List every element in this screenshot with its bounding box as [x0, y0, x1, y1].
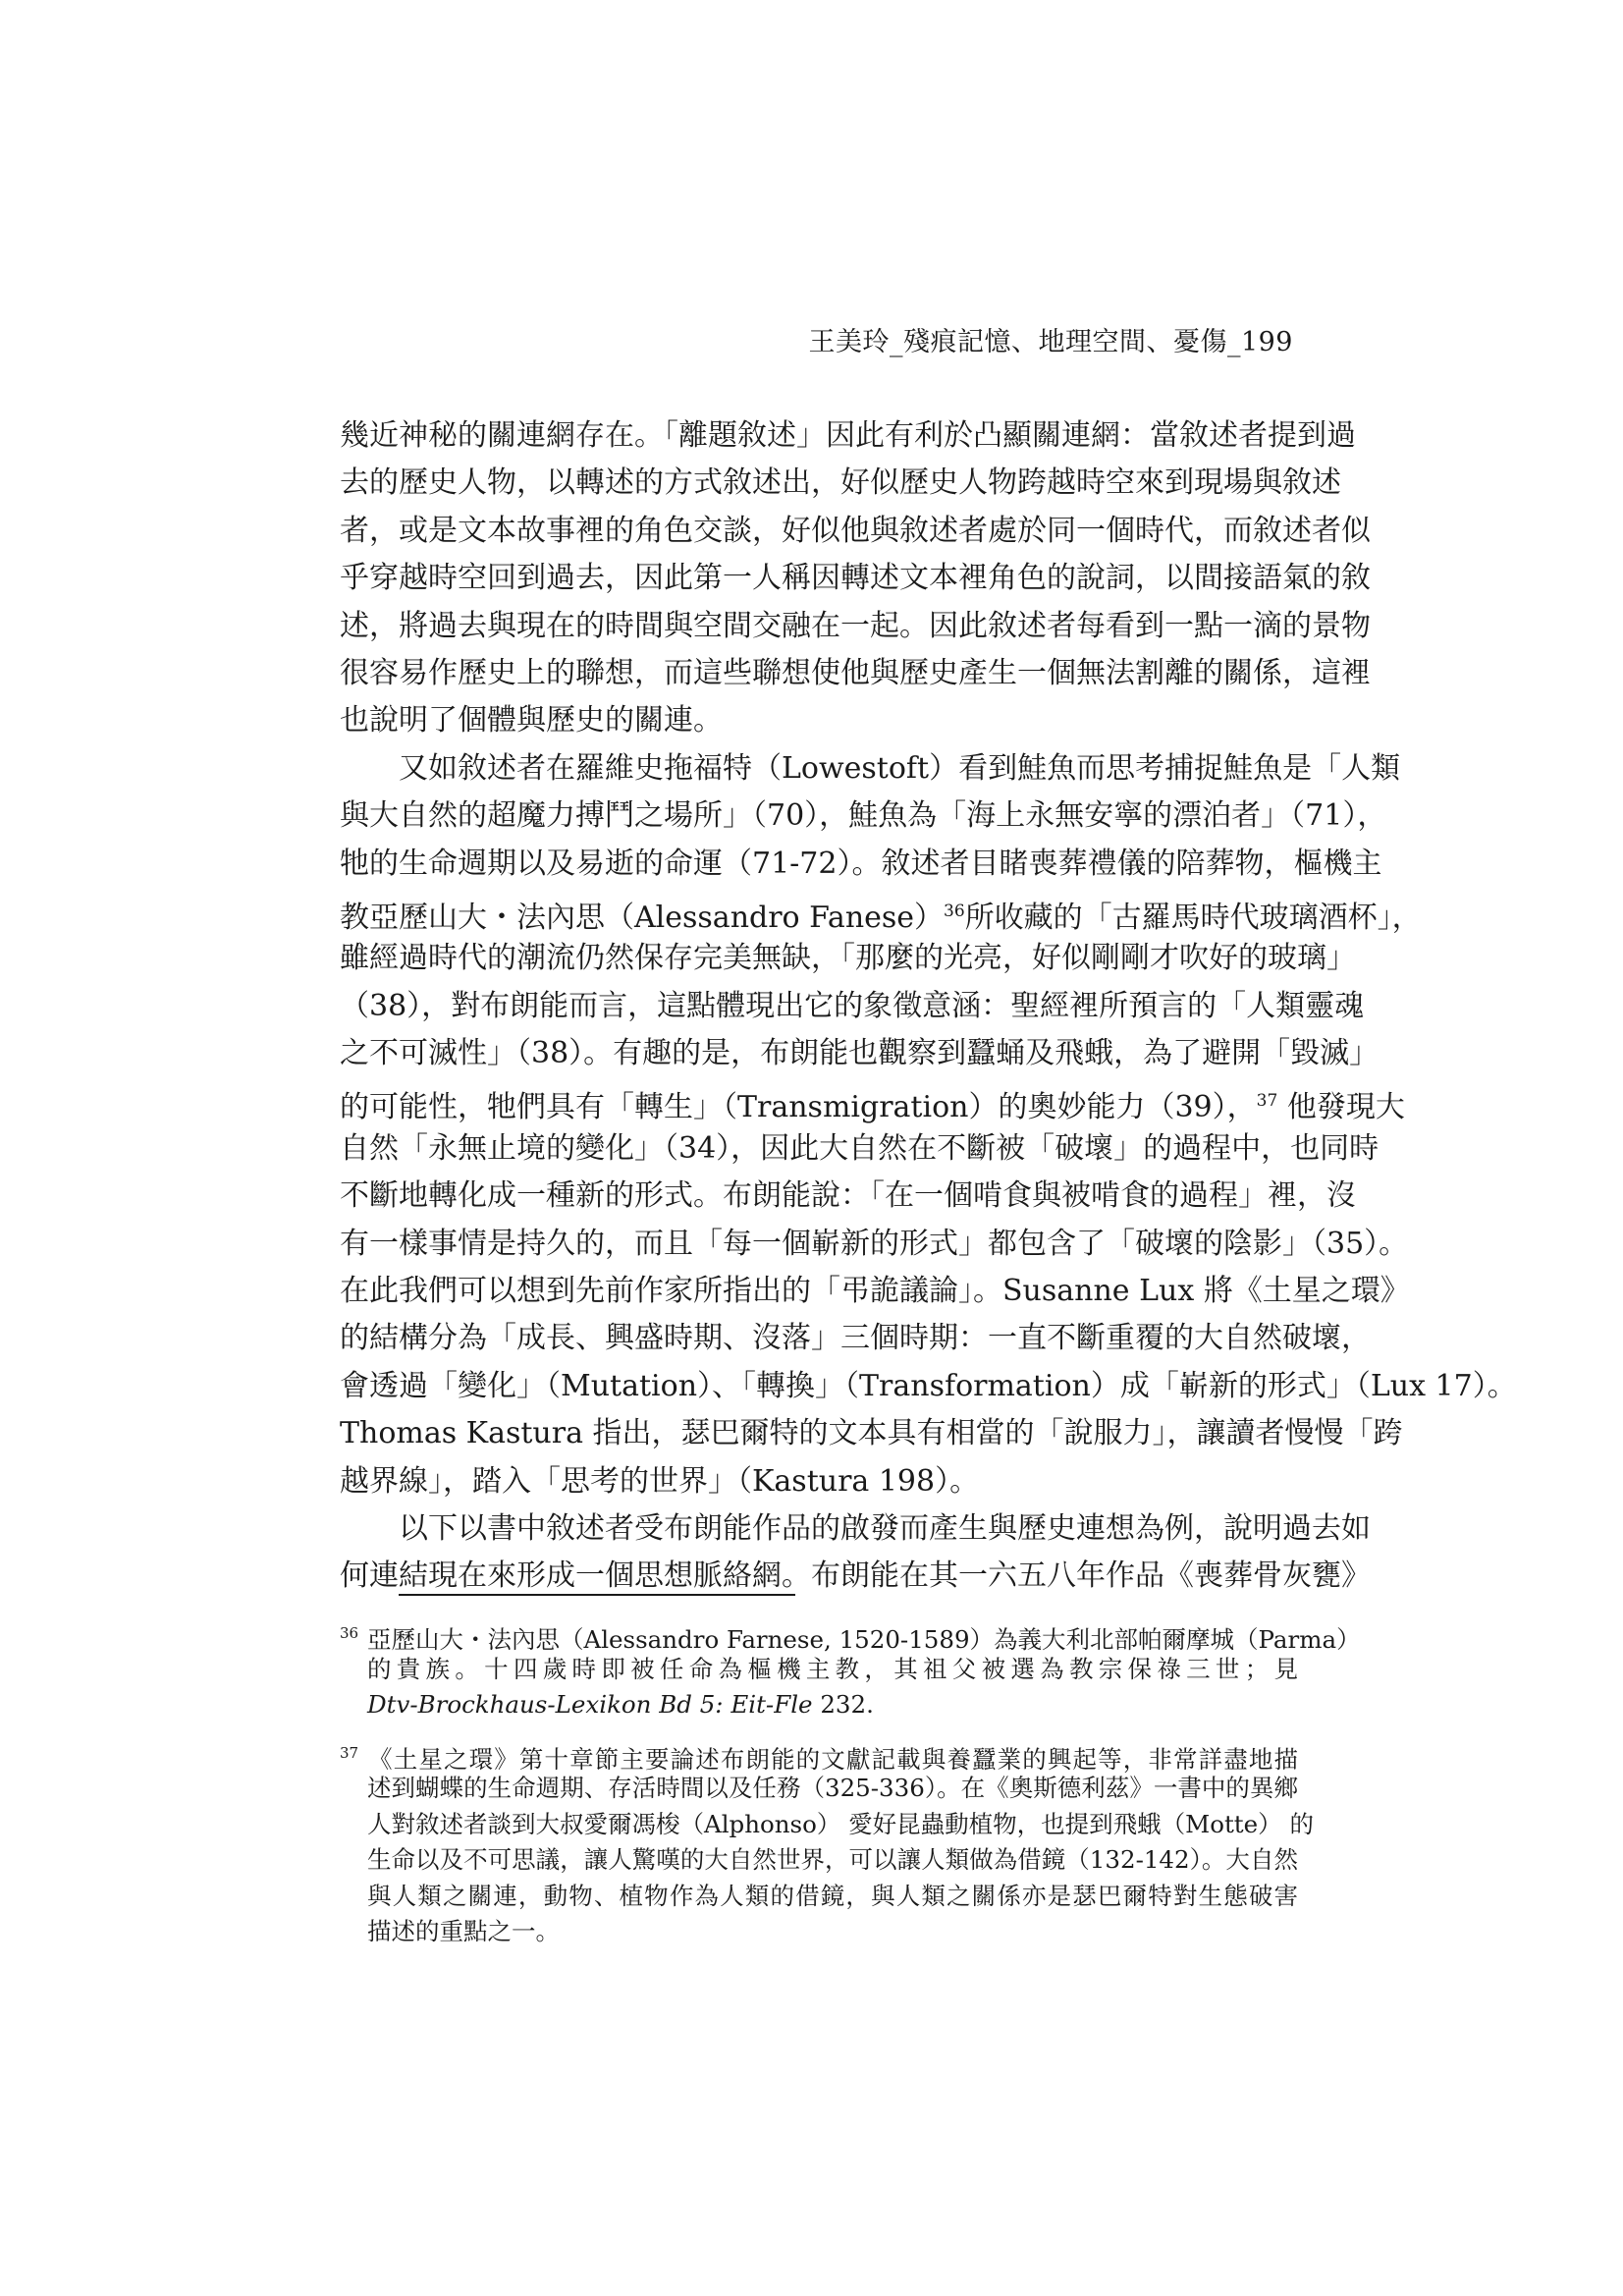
line-segment: 的可能性，牠們具有「轉生」（Transmigration）的奧妙能力（39），: [340, 1090, 1257, 1125]
body-text: [340, 412, 1517, 1601]
paragraph-line: 與大自然的超魔力搏鬥之場所」（70），鮭魚為「海上永無安寧的漂泊者」（71），: [340, 798, 1387, 834]
running-header: 王美玲_殘痕記憶、地理空間、憂傷_199: [808, 327, 1293, 357]
footnote-number: 37: [340, 1743, 359, 1762]
paragraph-line: 也說明了個體與歷史的關連。: [340, 703, 723, 738]
paragraph-line: 又如敘述者在羅維史拖福特（Lowestoft）看到鮭魚而思考捕捉鮭魚是「人類: [399, 750, 1401, 786]
line-segment: 教亞歷山大・法內思（Alessandro Fanese）: [340, 900, 945, 935]
line-segment: 所收藏的「古羅馬時代玻璃酒杯」，: [964, 900, 1422, 935]
footnote-number: 36: [340, 1624, 359, 1642]
citation-title: Dtv-Brockhaus-Lexikon Bd 5: Eit-Fle: [367, 1690, 813, 1719]
paragraph-line: Thomas Kastura 指出，瑟巴爾特的文本具有相當的「說服力」，讓讀者慢慢「跨: [340, 1416, 1403, 1451]
paragraph-line: 在此我們可以想到先前作家所指出的「弔詭議論」。Susanne Lux 將《土星之環》: [340, 1274, 1410, 1309]
paragraph-line: 自然「永無止境的變化」（34），因此大自然在不斷被「破壞」的過程中，也同時: [340, 1130, 1380, 1166]
footnote-text: 亞歷山大・法內思（Alessandro Farnese, 1520-1589）為義大利北部帕爾摩城（Parma）: [367, 1625, 1361, 1654]
citation-page: 232.: [812, 1690, 874, 1719]
footnote-line: [340, 1687, 1298, 1723]
paragraph-line: 之不可滅性」（38）。有趣的是，布朗能也觀察到蠶蛹及飛蛾，為了避開「毀滅」: [340, 1036, 1380, 1071]
paragraph-line: 雖經過時代的潮流仍然保存完美無缺，「那麼的光亮，好似剛剛才吹好的玻璃」: [340, 941, 1356, 976]
paragraph-line: 的結構分為「成長、興盛時期、沒落」三個時期：一直不斷重覆的大自然破壞，: [340, 1321, 1371, 1356]
paragraph-line: 牠的生命週期以及易逝的命運（71-72）。敘述者目睹喪葬禮儀的陪葬物，樞機主: [340, 846, 1382, 881]
paragraph-line: [340, 888, 1422, 935]
paragraph-line: 以下以書中敘述者受布朗能作品的啟發而產生與歷史連想為例，說明過去如: [399, 1510, 1371, 1546]
footnote-text: 《土星之環》第十章節主要論述布朗能的文獻記載與養蠶業的興起等，非常詳盡地描: [367, 1744, 1298, 1774]
footnote-divider: [399, 1594, 795, 1596]
footnote-line: 與人類之關連，動物、植物作為人類的借鏡，與人類之關係亦是瑟巴爾特對生態破害: [367, 1881, 1298, 1910]
paragraph-line: [340, 1077, 1405, 1125]
line-segment: 他發現大: [1286, 1090, 1405, 1125]
paragraph-line: 不斷地轉化成一種新的形式。布朗能說：「在一個啃食與被啃食的過程」裡，沒: [340, 1178, 1356, 1214]
paragraph-line: 去的歷史人物，以轉述的方式敘述出，好似歷史人物跨越時空來到現場與敘述: [340, 465, 1341, 501]
paragraph-line: 會透過「變化」（Mutation）、「轉換」（Transformation）成「嶄新的形式」（Lux 17）。: [340, 1368, 1517, 1403]
footnote-line: 人對敘述者談到大叔愛爾馮梭（Alphonso） 愛好昆蟲動植物，也提到飛蛾（Motte） 的: [367, 1809, 1314, 1838]
paragraph-line: 述，將過去與現在的時間與空間交融在一起。因此敘述者每看到一點一滴的景物: [340, 608, 1371, 643]
footnote-ref-37[interactable]: 37: [1256, 1091, 1278, 1112]
paragraph-line: 何連結現在來形成一個思想脈絡網。布朗能在其一六五八年作品《喪葬骨灰甕》: [340, 1558, 1371, 1594]
paragraph-line: 有一樣事情是持久的，而且「每一個嶄新的形式」都包含了「破壞的陰影」（35）。: [340, 1226, 1409, 1261]
footnote-line: 述到蝴蝶的生命週期、存活時間以及任務（325-336）。在《奧斯德利茲》一書中的異鄉: [367, 1774, 1298, 1802]
footnote-ref-36[interactable]: 36: [944, 901, 965, 921]
paragraph-line: 乎穿越時空回到過去，因此第一人稱因轉述文本裡角色的說詞，以間接語氣的敘: [340, 561, 1371, 596]
paragraph-line: 越界線」，踏入「思考的世界」（Kastura 198）。: [340, 1463, 980, 1499]
paragraph-line: 者，或是文本故事裡的角色交談，好似他與敘述者處於同一個時代，而敘述者似: [340, 513, 1371, 548]
paragraph-line: （38），對布朗能而言，這點體現出它的象徵意涵：聖經裡所預言的「人類靈魂: [340, 988, 1365, 1023]
footnote-line: 描述的重點之一。: [367, 1917, 560, 1945]
footnote-line: 生命以及不可思議，讓人驚嘆的大自然世界，可以讓人類做為借鏡（132-142）。大自然: [367, 1845, 1298, 1874]
footnotes: [340, 1615, 1361, 1950]
paragraph-line: 幾近神秘的關連網存在。「離題敘述」因此有利於凸顯關連網：當敘述者提到過: [340, 418, 1356, 453]
footnote-line: 的貴族。十四歲時即被任命為樞機主教，其祖父被選為教宗保祿三世；見: [367, 1654, 1298, 1683]
footnote-36: [340, 1615, 1361, 1654]
footnote-37: [340, 1735, 1298, 1772]
paragraph-line: 很容易作歷史上的聯想，而這些聯想使他與歷史產生一個無法割離的關係，這裡: [340, 655, 1371, 690]
